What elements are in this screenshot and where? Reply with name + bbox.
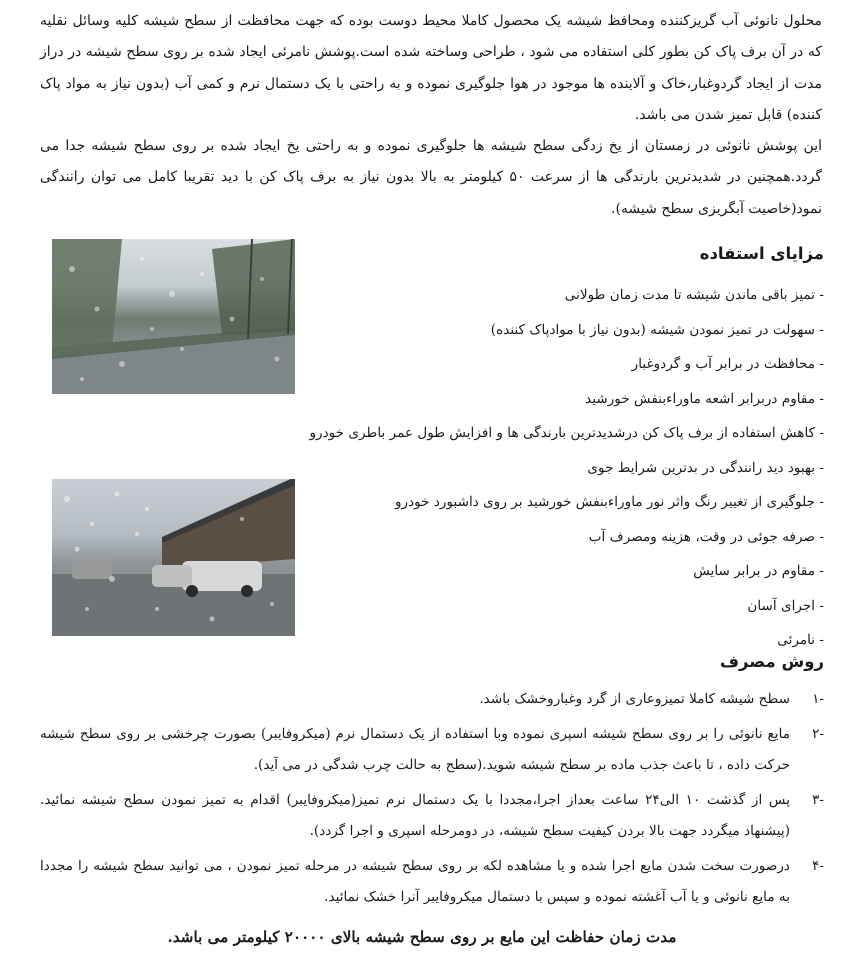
benefit-item: - جلوگیری از تغییر رنگ واثر نور ماوراءبنفش خورشید بر روی داشبورد خودرو	[394, 494, 824, 510]
step-text: مایع نانوئی را بر روی سطح شیشه اسپری نموده وبا استفاده از یک دستمال نرم (میکروفایبر) بصورت چرخشی بر روی سطح شیشه حرکت داده ، تا باعث جذب ماده بر سطح شیشه شوید.(سطح به حالت چرب شدگی در می آید).	[40, 726, 790, 773]
intro-section	[40, 6, 822, 225]
intro-paragraph-1: محلول نانوئی آب گریزکننده ومحافظ شیشه یک محصول کاملا محیط دوست بوده که جهت محافظت از سطح شیشه کلیه وسائل نقلیه که در آن برف پاک کن بطور کلی استفاده می شود ، طراحی وساخته شده است.پوشش نامرئی ایجاد شده بر روی سطح شیشه در دراز مدت از ایجاد گردوغبار،خاک و آلاینده ها موجود در هوا جلوگیری نموده و به راحتی با یک دستمال نرم و کمی آب (بدون نیاز به مواد پاک کننده) قابل تمیز شدن می باشد.	[40, 13, 822, 123]
usage-step	[40, 719, 824, 781]
benefit-item: - سهولت در تمیز نمودن شیشه (بدون نیاز با موادپاک کننده)	[490, 321, 824, 338]
usage-step	[40, 785, 824, 847]
usage-step	[40, 684, 824, 715]
usage-step	[40, 851, 824, 913]
protection-duration-note: مدت زمان حفاظت این مایع بر روی سطح شیشه بالای ۲۰۰۰۰ کیلومتر می باشد.	[167, 928, 677, 946]
usage-title: روش مصرف	[719, 652, 824, 671]
step-number: -۱	[812, 691, 824, 707]
benefit-item: - نامرئی	[777, 632, 824, 648]
benefits-list	[300, 278, 824, 658]
step-number: -۲	[812, 726, 824, 742]
benefits-title: مزایای استفاده	[699, 244, 824, 263]
rainy-road-photo	[52, 239, 295, 394]
benefit-item: - مقاوم در برابر سایش	[693, 563, 824, 579]
benefit-item: - صرفه جوئی در وقت، هزینه ومصرف آب	[588, 528, 824, 545]
step-text: سطح شیشه کاملا تمیزوعاری از گرد وغباروخشک باشد.	[479, 691, 790, 707]
benefit-item: - اجرای آسان	[747, 597, 824, 614]
benefit-item: - مقاوم دربرابر اشعه ماوراءبنفش خورشید	[585, 390, 824, 407]
step-number: -۴	[812, 858, 824, 874]
intro-paragraph-2: این پوشش نانوئی در زمستان از یخ زدگی سطح شیشه ها جلوگیری نموده و به راحتی یخ ایجاد شده بر روی سطح شیشه جدا می گردد.همچنین در شدیدترین بارندگی ها از سرعت ۵۰ کیلومتر به بالا بدون نیاز به برف پاک کن با دید تقریبا کامل می توان رانندگی نمود(خاصیت آبگریزی سطح شیشه).	[40, 138, 822, 217]
step-text: درصورت سخت شدن مایع اجرا شده و یا مشاهده لکه بر روی سطح شیشه در مرحله تمیز نمودن ، می توانید سطح شیشه را مجددا به مایع نانوئی و یا آب آغشته نموده و سپس با دستمال میکروفایبر آنرا خشک نمائید.	[40, 858, 790, 905]
rain-on-windshield-photo	[52, 479, 295, 636]
usage-steps	[40, 684, 824, 917]
benefit-item: - محافظت در برابر آب و گردوغبار	[631, 356, 824, 372]
benefit-item: - بهبود دید رانندگی در بدترین شرایط جوی	[587, 459, 824, 476]
step-text: پس از گذشت ۱۰ الی۲۴ ساعت بعداز اجرا،مجددا با یک دستمال نرم تمیز(میکروفایبر) اقدام به تمیز نمودن سطح شیشه نمائید.(پیشنهاد میگردد جهت بالا بردن کیفیت سطح شیشه، در دومرحله اسپری و اجرا گردد).	[40, 792, 791, 839]
benefit-item: - تمیز باقی ماندن شیشه تا مدت زمان طولانی	[564, 287, 824, 303]
benefit-item: - کاهش استفاده از برف پاک کن درشدیدترین بارندگی ها و افزایش طول عمر باطری خودرو	[309, 425, 824, 441]
step-number: -۳	[812, 792, 824, 808]
